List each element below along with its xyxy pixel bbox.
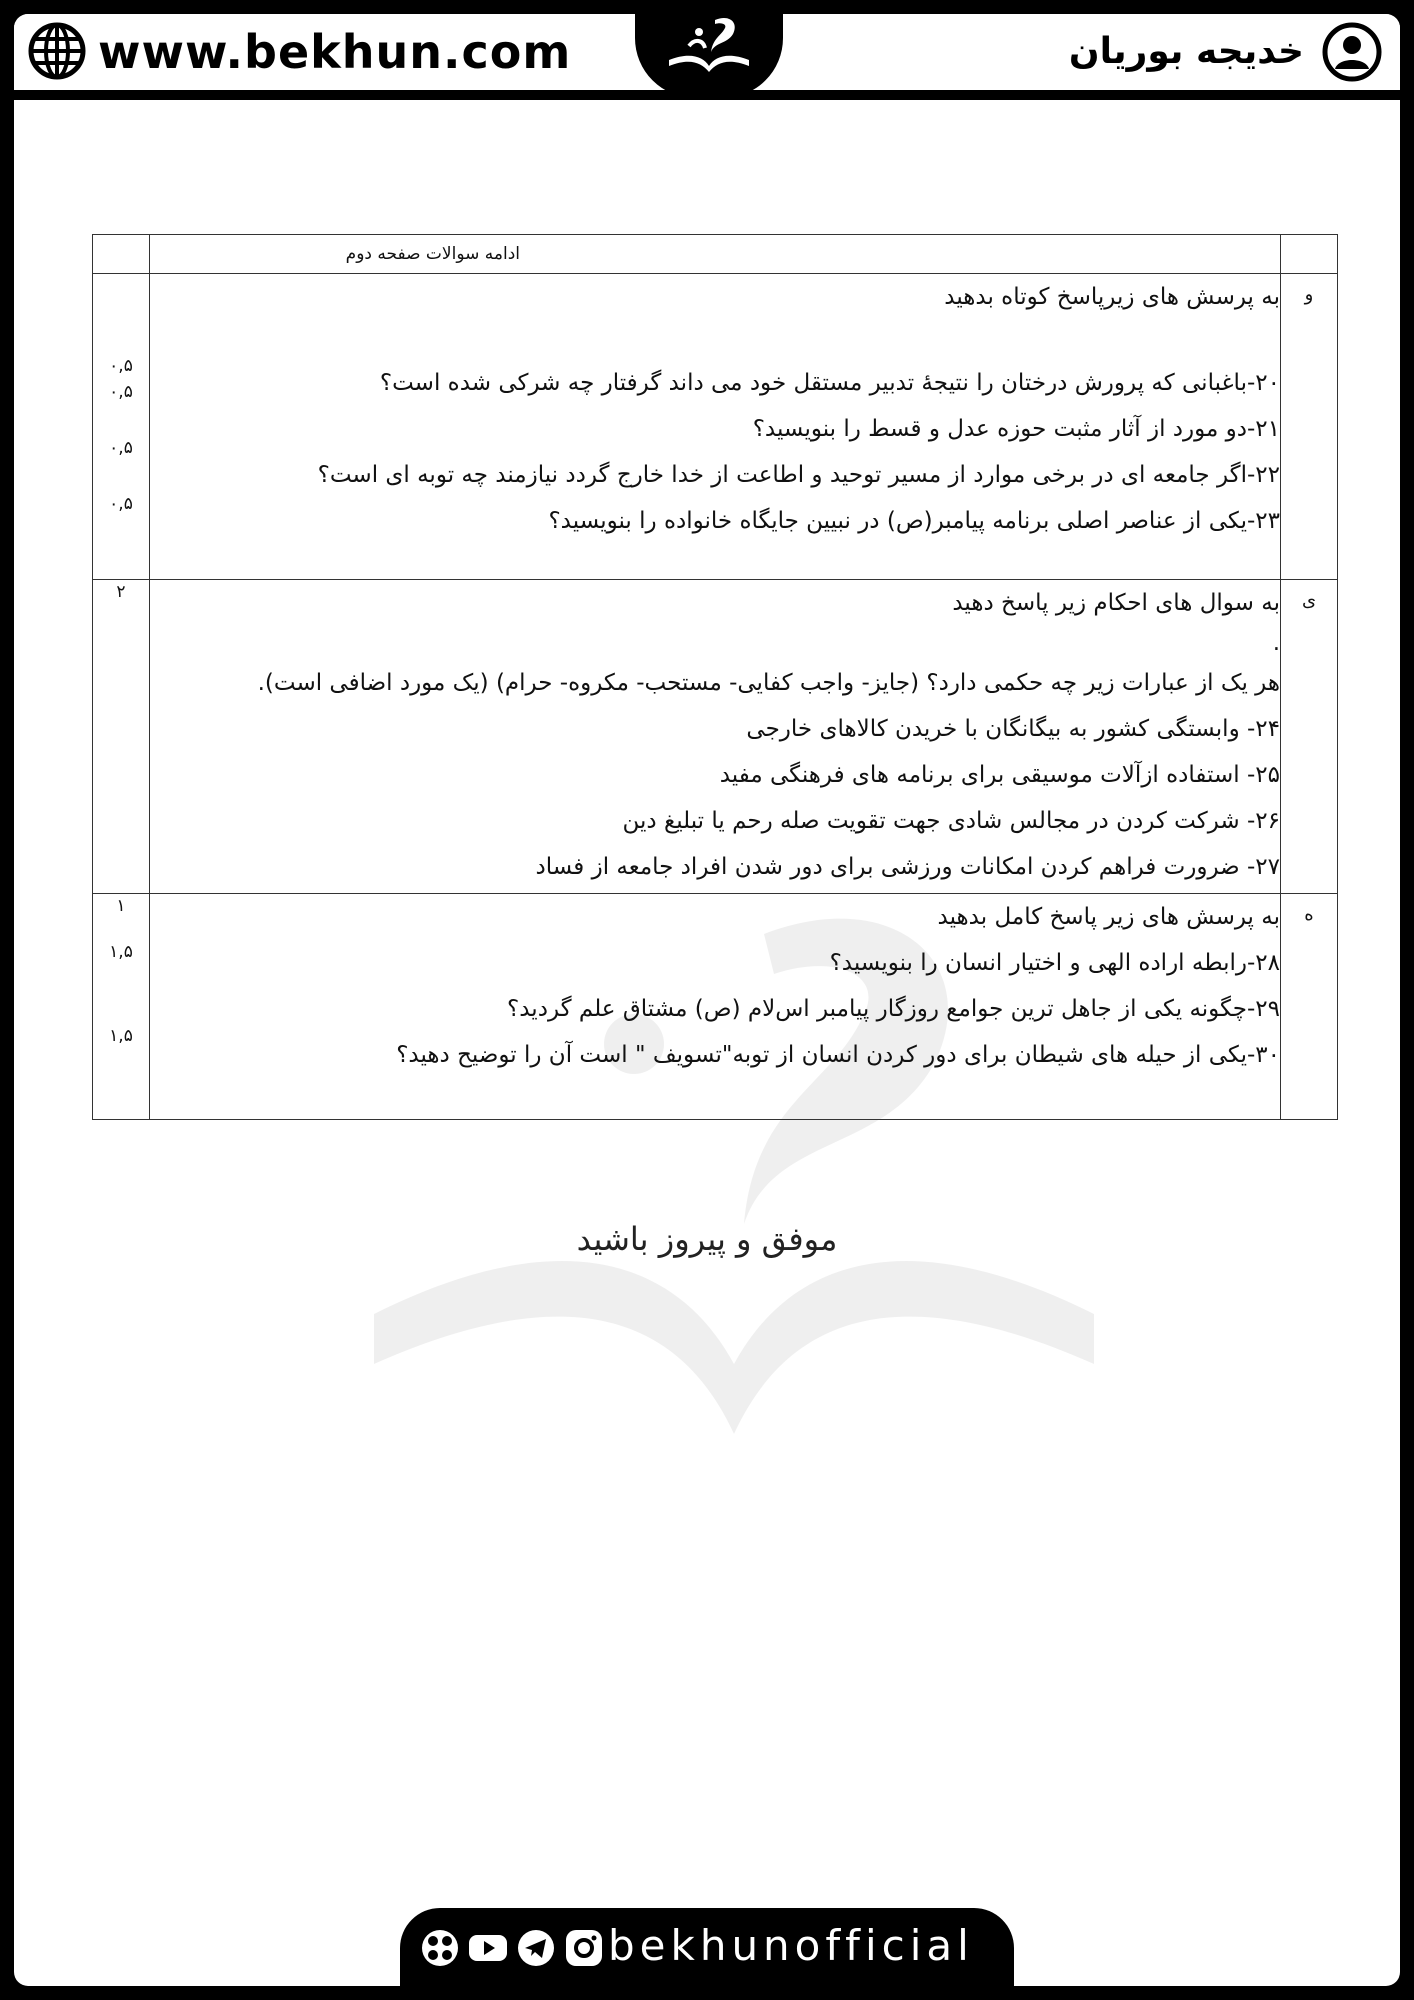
author-name: خدیجه بوریان bbox=[1068, 31, 1304, 72]
user-avatar-icon bbox=[1322, 22, 1382, 82]
question-26: ۲۶- شرکت کردن در مجالس شادی جهت تقویت صله رحم یا تبلیغ دین bbox=[622, 808, 1280, 834]
instagram-icon[interactable] bbox=[564, 1928, 604, 1968]
closing-message: موفق و پیروز باشید bbox=[576, 1220, 838, 1258]
aparat-icon[interactable] bbox=[420, 1928, 460, 1968]
section-title: به پرسش های زیرپاسخ کوتاه بدهید bbox=[944, 284, 1280, 310]
globe-icon bbox=[28, 22, 86, 80]
section-title: به پرسش های زیر پاسخ کامل بدهید bbox=[937, 904, 1280, 930]
questions-table bbox=[92, 234, 1338, 1120]
score-q21: ۰,۵ bbox=[109, 382, 133, 402]
question-25: ۲۵- استفاده ازآلات موسیقی برای برنامه های فرهنگی مفید bbox=[719, 762, 1280, 788]
section-row-ye bbox=[93, 580, 1338, 894]
telegram-icon[interactable] bbox=[516, 1928, 556, 1968]
section-title: به سوال های احکام زیر پاسخ دهید bbox=[952, 590, 1280, 616]
question-27: ۲۷- ضرورت فراهم کردن امکانات ورزشی برای دور شدن افراد جامعه از فساد bbox=[535, 854, 1280, 880]
site-url[interactable]: www.bekhun.com bbox=[98, 25, 572, 79]
score-q29: ۱,۵ bbox=[109, 942, 133, 962]
section-row-he bbox=[93, 894, 1338, 1120]
section-letter: ه bbox=[1281, 894, 1338, 1120]
section-dot: . bbox=[1272, 630, 1280, 656]
exam-page bbox=[14, 14, 1400, 1986]
section-letter: و bbox=[1281, 274, 1338, 580]
question-30: ۳۰-یکی از حیله های شیطان برای دور کردن انسان از توبه"تسویف " است آن را توضیح دهید؟ bbox=[396, 1042, 1280, 1068]
social-icons bbox=[420, 1928, 604, 1968]
continuation-label: ادامه سوالات صفحه دوم bbox=[345, 244, 520, 264]
section-letter: ی bbox=[1281, 580, 1338, 894]
question-28: ۲۸-رابطه اراده الهی و اختیار انسان را بنویسید؟ bbox=[829, 950, 1280, 976]
question-22: ۲۲-اگر جامعه ای در برخی موارد از مسیر توحید و اطاعت از خدا خارج گردد نیازمند چه توبه ای است؟ bbox=[317, 462, 1280, 488]
brand-logo-icon bbox=[655, 14, 763, 82]
rulings-instructions: هر یک از عبارات زیر چه حکمی دارد؟ (جایز- واجب کفایی- مستحب- مکروه- حرام) (یک مورد اضافی است). bbox=[257, 670, 1280, 696]
question-21: ۲۱-دو مورد از آثار مثبت حوزه عدل و قسط را بنویسید؟ bbox=[752, 416, 1280, 442]
score-q23: ۰,۵ bbox=[109, 494, 133, 514]
question-29: ۲۹-چگونه یکی از جاهل ترین جوامع روزگار پیامبر اس‌لام (ص) مشتاق علم گردید؟ bbox=[507, 996, 1280, 1022]
table-header-row bbox=[93, 235, 1338, 274]
score-rulings: ۲ bbox=[116, 582, 126, 602]
question-20: ۲۰-باغبانی که پرورش درختان را نتیجهٔ تدبیر مستقل خود می داند گرفتار چه شرکی شده است؟ bbox=[379, 370, 1280, 396]
question-23: ۲۳-یکی از عناصر اصلی برنامه پیامبر(ص) در نبیین جایگاه خانواده را بنویسید؟ bbox=[548, 508, 1280, 534]
question-24: ۲۴- وابستگی کشور به بیگانگان با خریدن کالاهای خارجی bbox=[746, 716, 1280, 742]
score-q30: ۱,۵ bbox=[109, 1026, 133, 1046]
social-handle[interactable]: bekhunofficial bbox=[608, 1921, 974, 1970]
score-q20: ۰,۵ bbox=[109, 356, 133, 376]
social-footer bbox=[400, 1908, 1014, 1986]
youtube-icon[interactable] bbox=[468, 1928, 508, 1968]
score-q28: ۱ bbox=[116, 896, 126, 916]
section-row-vav bbox=[93, 274, 1338, 580]
score-q22: ۰,۵ bbox=[109, 438, 133, 458]
